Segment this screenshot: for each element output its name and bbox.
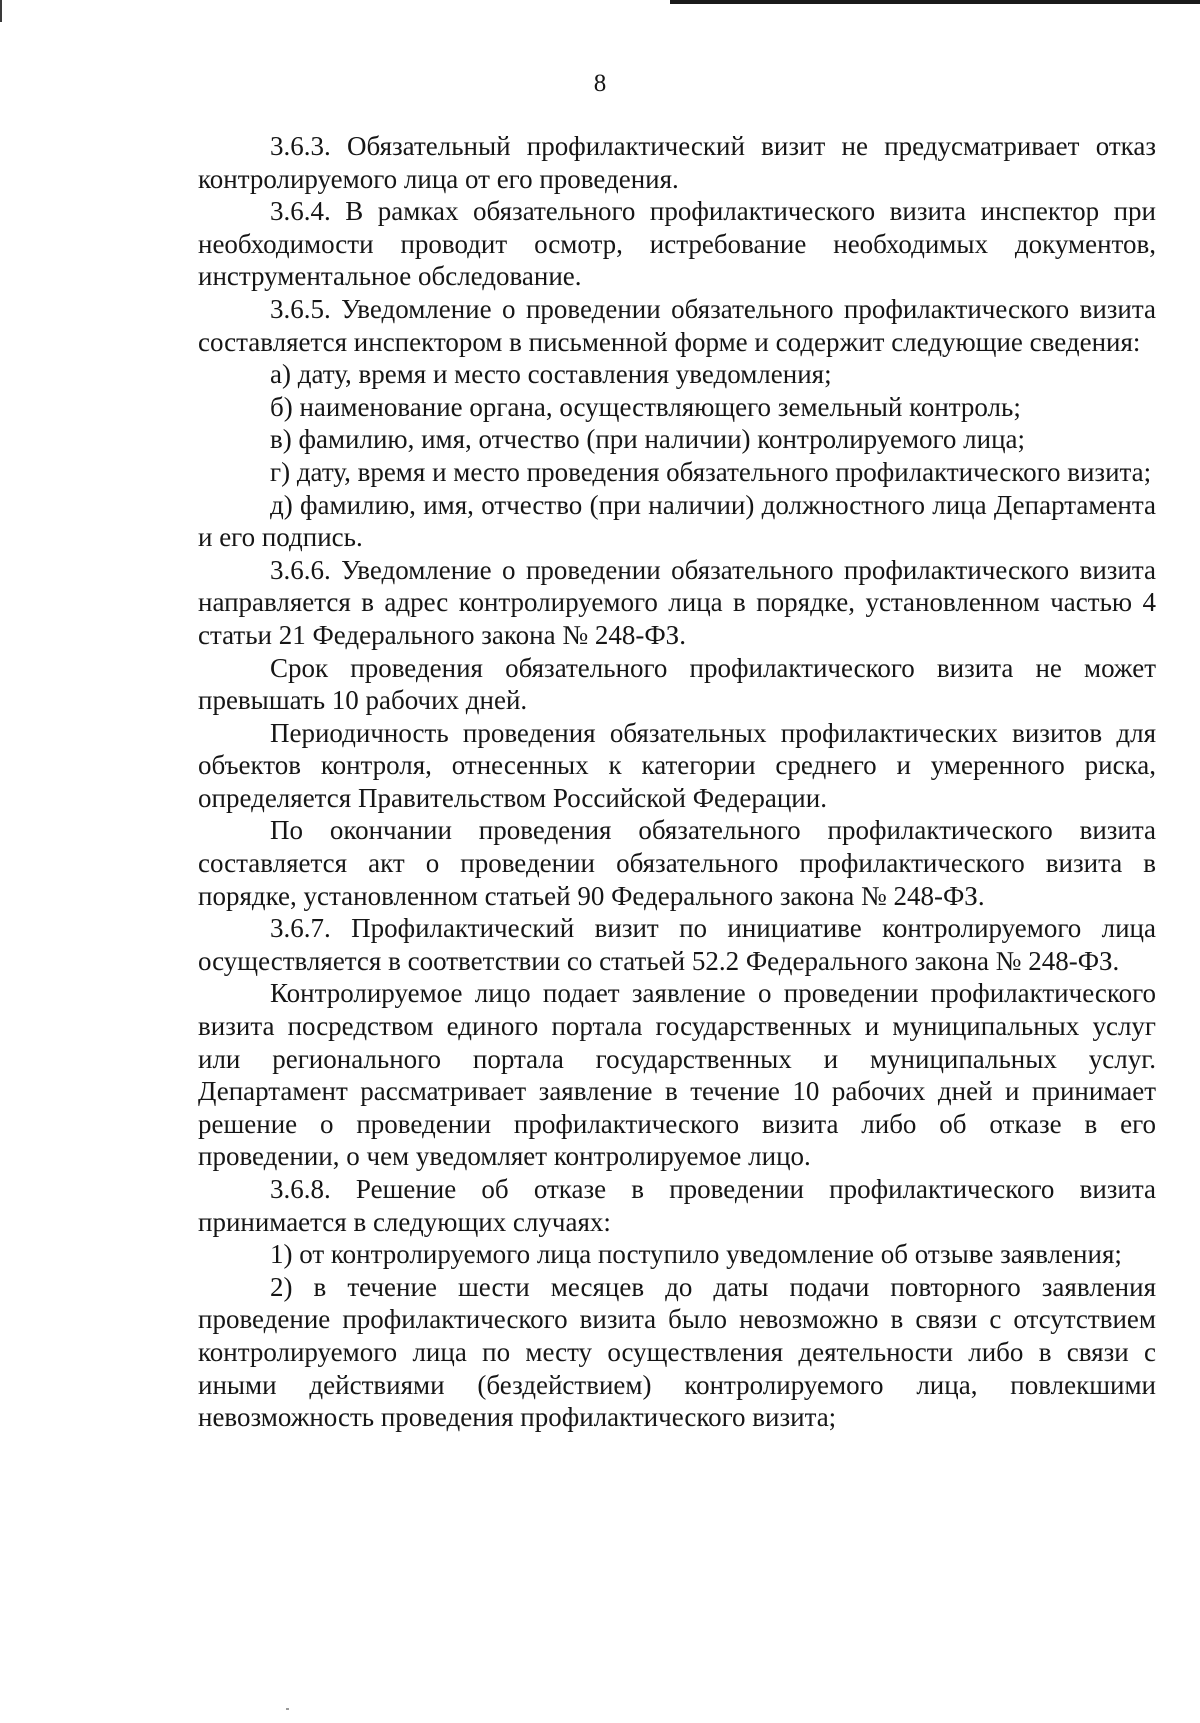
paragraph-3-6-3: 3.6.3. Обязательный профилактический визит не предусматривает отказ контролируемого лица от его проведения. — [198, 131, 1156, 194]
list-item-v: в) фамилию, имя, отчество (при наличии) контролируемого лица; — [270, 424, 1026, 455]
paragraph-3-6-6: 3.6.6. Уведомление о проведении обязательного профилактического визита направляется в адрес контролируемого лица в порядке, установленном частью 4 статьи 21 Федерального закона № 248-ФЗ. — [198, 554, 1156, 650]
scan-edge-line-left — [0, 0, 2, 22]
list-item-b: б) наименование органа, осуществляющего земельный контроль; — [270, 391, 1021, 422]
document-body — [198, 130, 1156, 1434]
paragraph-visit-act: По окончании проведения обязательного профилактического визита составляется акт о проведении обязательного профилактического визита в порядке, установленном статьей 90 Федерального закона № 248-ФЗ. — [198, 815, 1156, 911]
list-item-2: 2) в течение шести месяцев до даты подачи повторного заявления проведение профилактического визита было невозможно в связи с отсутствием контролируемого лица по месту осуществления деятельности либо в связи с иными действиями (бездействием) контролируемого лица, повлекшими невозможность проведения профилактического визита; — [198, 1271, 1156, 1433]
scan-edge-line-top — [670, 0, 1200, 4]
list-item-g: г) дату, время и место проведения обязательного профилактического визита; — [270, 456, 1152, 487]
paragraph-visit-periodicity: Периодичность проведения обязательных профилактических визитов для объектов контроля, отнесенных к категории среднего и умеренного риска, определяется Правительством Российской Федерации. — [198, 717, 1156, 813]
paragraph-3-6-8: 3.6.8. Решение об отказе в проведении профилактического визита принимается в следующих случаях: — [198, 1174, 1156, 1237]
paragraph-3-6-7: 3.6.7. Профилактический визит по инициативе контролируемого лица осуществляется в соответствии со статьей 52.2 Федерального закона № 248-ФЗ. — [198, 913, 1156, 976]
paragraph-3-6-5: 3.6.5. Уведомление о проведении обязательного профилактического визита составляется инспектором в письменной форме и содержит следующие сведения: — [198, 293, 1156, 357]
list-item-d: д) фамилию, имя, отчество (при наличии) должностного лица Департамента и его подпись. — [198, 489, 1156, 553]
paragraph-application: Контролируемое лицо подает заявление о проведении профилактического визита посредством единого портала государственных и муниципальных услуг или регионального портала государственных и муниципальных услуг. Департамент рассматривает заявление в течение 10 рабочих дней и принимает решение о проведении профилактического визита либо об отказе в его проведении, о чем уведомляет контролируемое лицо. — [198, 978, 1156, 1172]
page-number: 8 — [593, 70, 607, 97]
paragraph-3-6-4: 3.6.4. В рамках обязательного профилактического визита инспектор при необходимости проводит осмотр, истребование необходимых документов, инструментальное обследование. — [198, 196, 1156, 292]
list-item-1: 1) от контролируемого лица поступило уведомление об отзыве заявления; — [270, 1239, 1122, 1270]
paragraph-visit-duration: Срок проведения обязательного профилактического визита не может превышать 10 рабочих дней. — [198, 652, 1156, 716]
scan-speck — [286, 1708, 289, 1710]
list-item-a: а) дату, время и место составления уведомления; — [270, 359, 832, 390]
